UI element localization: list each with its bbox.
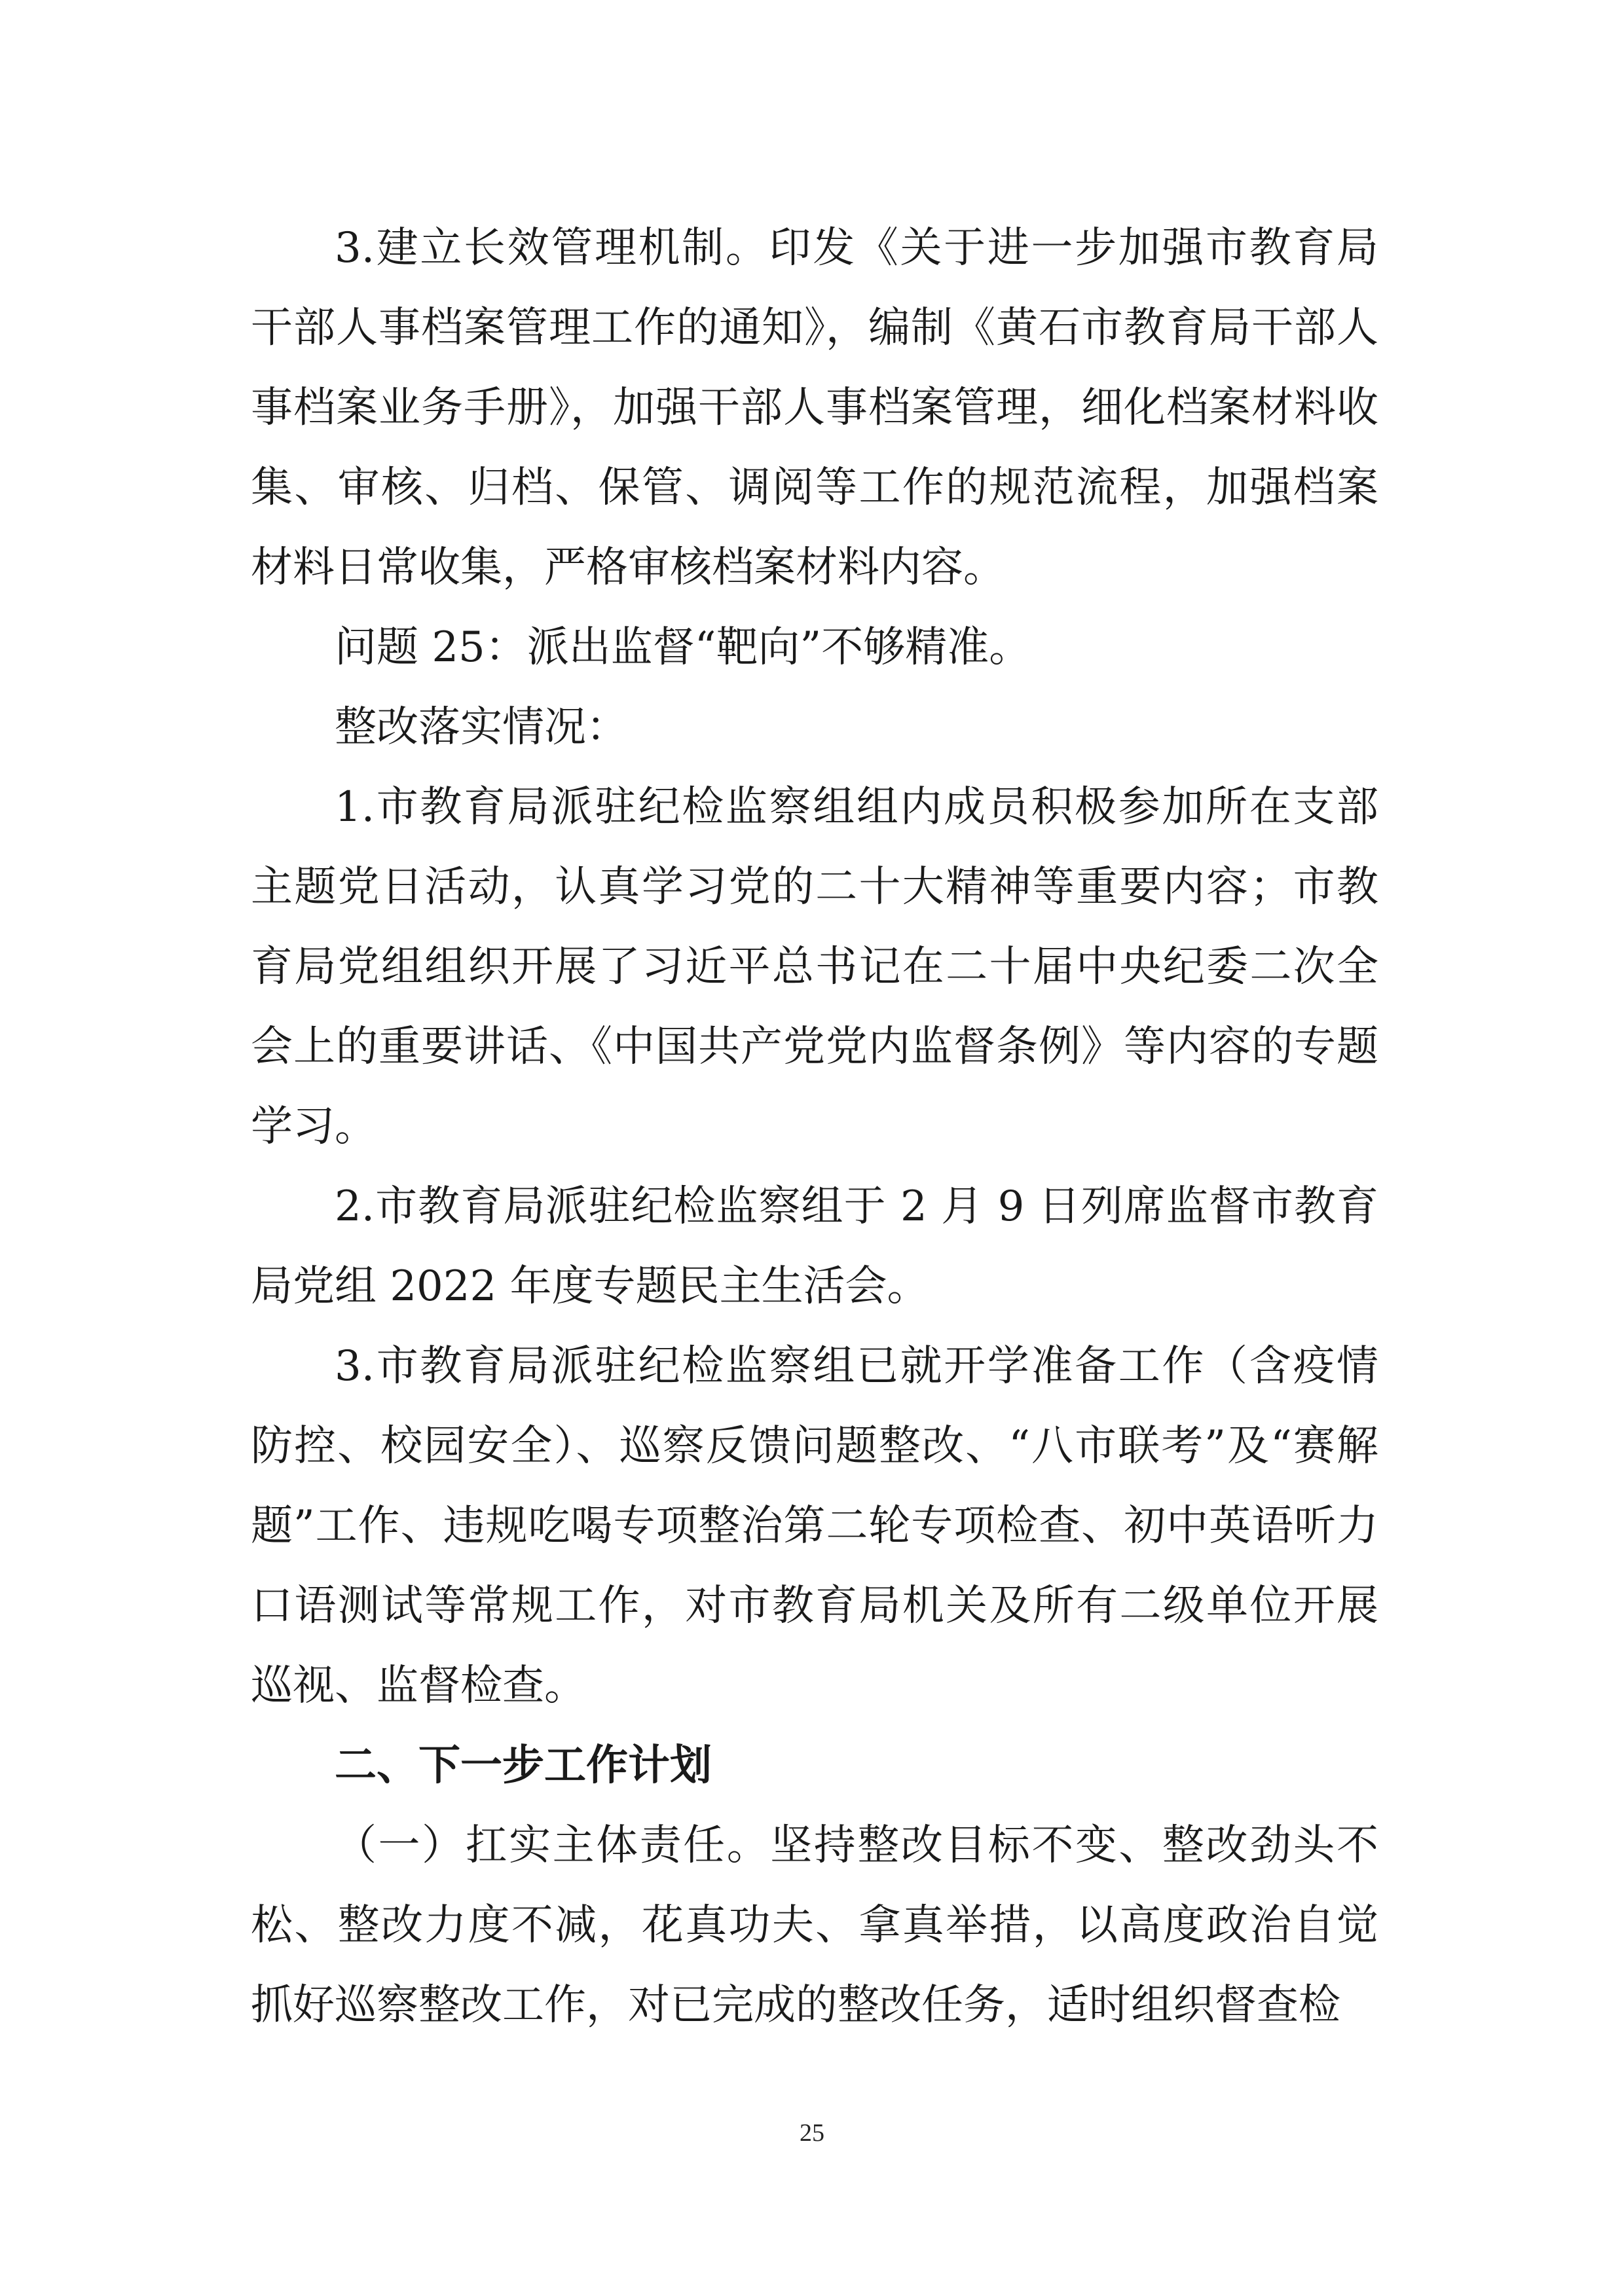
paragraph-archive-mechanism: 3.建立长效管理机制。印发《关于进一步加强市教育局干部人事档案管理工作的通知》，编制《黄石市教育局干部人事档案业务手册》，加强干部人事档案管理，细化档案材料收集、审核、归档、保管、调阅等工作的规范流程，加强档案材料日常收集，严格审核档案材料内容。 <box>251 224 1378 592</box>
paragraph-item-2: 2.市教育局派驻纪检监察组于 2 月 9 日列席监督市教育局党组 2022 年度专题民主生活会。 <box>251 1182 1378 1311</box>
section-heading: 二、下一步工作计划 <box>335 1741 712 1790</box>
paragraph-item-3: 3.市教育局派驻纪检监察组已就开学准备工作（含疫情防控、校园安全）、巡察反馈问题整改、“八市联考”及“赛解题”工作、违规吃喝专项整治第二轮专项检查、初中英语听力口语测试等常规工作，对市教育局机关及所有二级单位开展巡视、监督检查。 <box>251 1342 1378 1710</box>
paragraph-problem-25: 问题 25：派出监督“靶向”不够精准。 <box>335 623 1031 672</box>
paragraph-item-1: 1.市教育局派驻纪检监察组组内成员积极参加所在支部主题党日活动，认真学习党的二十大精神等重要内容；市教育局党组组织开展了习近平总书记在二十届中央纪委二次全会上的重要讲话、《中国共产党党内监督条例》等内容的专题学习。 <box>251 783 1378 1151</box>
paragraph-closing: （一）扛实主体责任。坚持整改目标不变、整改劲头不松、整改力度不减，花真功夫、拿真举措，以高度政治自觉抓好巡察整改工作，对已完成的整改任务，适时组织督查检 <box>251 1821 1378 2030</box>
paragraph-rectification-label: 整改落实情况： <box>335 703 628 752</box>
page-number: 25 <box>800 2119 824 2147</box>
page-body <box>251 208 1378 2045</box>
